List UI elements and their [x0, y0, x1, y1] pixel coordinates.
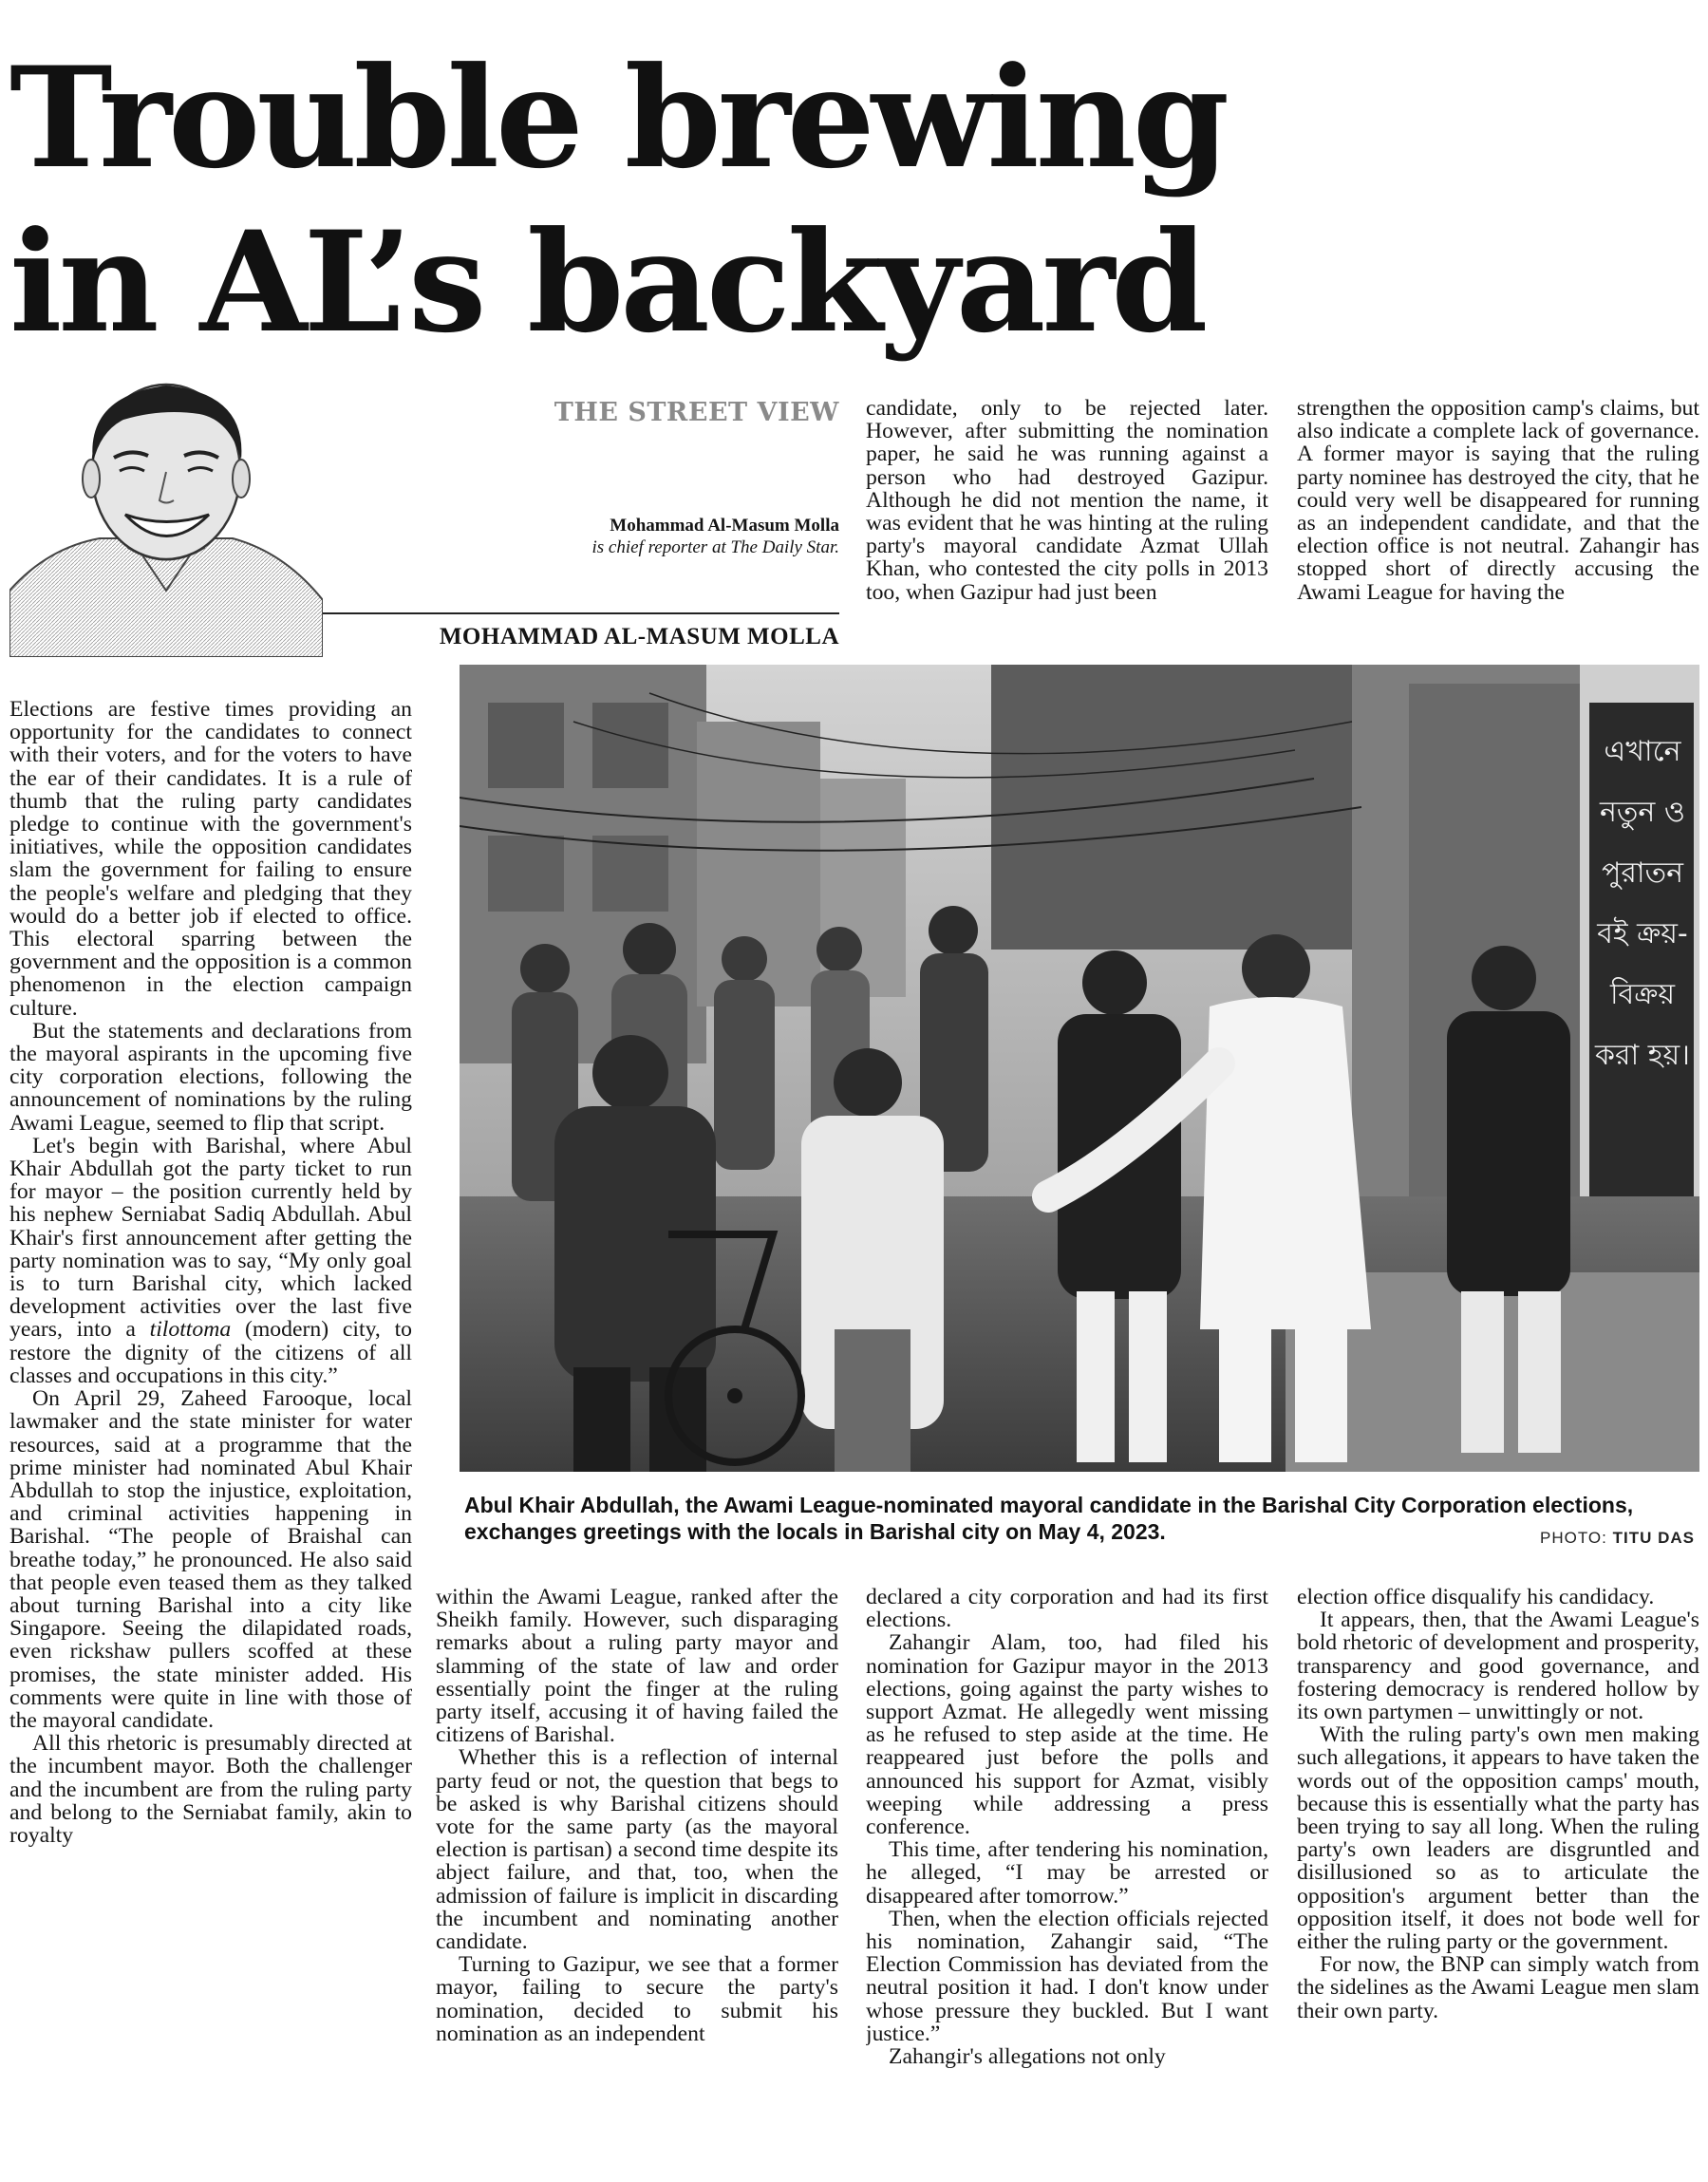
paragraph: declared a city corporation and had its first elections. — [866, 1586, 1268, 1633]
paragraph: candidate, only to be rejected later. However, after submitting the nomination paper, he said he was running against a person who had destroyed Gazipur. Although he did not mention the name, it was evident that he was hinting at the ruling party's mayoral candidate Azmat Ullah Khan, who contested the city polls in 2013 too, when Gazipur had just been — [866, 397, 1268, 605]
article-column-2 — [436, 1586, 838, 2180]
author-name-caps: MOHAMMAD AL-MASUM MOLLA — [439, 624, 839, 649]
article-column-1 — [9, 698, 412, 2179]
news-photo — [460, 665, 1699, 1472]
paragraph: election office disqualify his candidacy. — [1297, 1586, 1655, 1609]
paragraph: Then, when the election officials rejected his nomination, Zahangir said, “The Election Commission has deviated from the neutral position it had. I don't know under whose pressure they buckled. But I want justice.” — [866, 1906, 1268, 2046]
paragraph: Elections are festive times providing an opportunity for the candidates to connect with their voters, and for the voters to have the ear of their candidates. It is a rule of thumb that the ruling party candidates pledge to continue with the government's initiatives, while the opposition candidates slam the government for failing to ensure the people's welfare and pledging that they would do a better job if elected to office. This electoral sparring between the government and the opposition is a common phenomenon in the election campaign culture. — [9, 698, 412, 1021]
paragraph-text: Let's begin with Barishal, where Abul Khair Abdullah got the party ticket to run for mayor – the position currently held by his nephew Serniabat Sadiq Abdullah. Abul Khair's first announcement after getting the party nomination was to say, “My only goal is to turn Barishal city, which lacked development activities over the last five years, into a — [9, 1133, 412, 1343]
shop-sign: এখানে নতুন ও পুরাতন বই ক্রয়-বিক্রয় করা হয়। — [1595, 735, 1690, 1072]
paragraph: Whether this is a reflection of internal party feud or not, the question that begs to be asked is why Barishal citizens should vote for the same party (as the mayoral election is partisan) a second time despite its abject failure, and that, too, when the admission of failure is implicit in discarding the incumbent and nominating another candidate. — [436, 1745, 838, 1955]
paragraph: Zahangir's allegations not only — [889, 2044, 1166, 2070]
paragraph: It appears, then, that the Awami League's bold rhetoric of development and prosperity, transparency and good governance, and fostering democracy is rendered hollow by its own partymen – unwittingly or not. — [1297, 1608, 1699, 1725]
author-name: Mohammad Al-Masum Molla — [610, 516, 839, 536]
author-portrait — [9, 372, 323, 657]
headline: Trouble brewing in AL’s backyard — [9, 37, 1227, 364]
paragraph: within the Awami League, ranked after the Sheikh family. However, such disparaging remarks about a ruling party mayor and slamming of the state of law and order essentially point the finger at the ruling party itself, accusing it of having failed the citizens of Barishal. — [436, 1586, 838, 1748]
paragraph-text: (modern) city, to restore the dignity of the citizens of all classes and occupations in this city.” — [9, 1317, 412, 1388]
author-role: is chief reporter at The Daily Star. — [591, 537, 839, 557]
article-column-4-bottom — [1297, 1586, 1699, 2180]
paragraph: For now, the BNP can simply watch from the sidelines as the Awami League men slam their own party. — [1297, 1952, 1699, 2023]
article-column-3-bottom — [866, 1586, 1268, 2180]
paragraph: With the ruling party's own men making such allegations, it appears to have taken the words out of the opposition camps' mouth, because this is essentially what the party has been trying to say all long. When the ruling party's own leaders are disgruntled and disillusioned so as to articulate the opposition's argument better than the opposition itself, it does not bode well for either the ruling party or the government. — [1297, 1722, 1699, 1955]
column-label: THE STREET VIEW — [554, 398, 839, 427]
italic-term: tilottoma — [149, 1317, 232, 1343]
byline-rule — [323, 612, 839, 614]
article-column-3-top — [866, 397, 1268, 659]
article-column-4-top — [1297, 397, 1699, 659]
paragraph: Zahangir Alam, too, had filed his nomination for Gazipur mayor in the 2013 elections, going against the party wishes to support Azmat. He allegedly went missing as he refused to step aside at the time. He reappeared just before the polls and announced his support for Azmat, visibly weeping while addressing a press conference. — [866, 1630, 1268, 1840]
paragraph — [9, 1135, 412, 1387]
photographer-name: TITU DAS — [1612, 1529, 1695, 1547]
photo-credit — [1540, 1529, 1695, 1548]
photo-credit-label: PHOTO: — [1540, 1529, 1607, 1547]
photo-caption: Abul Khair Abdullah, the Awami League-nominated mayoral candidate in the Barishal City Corporation elections, exchanges greetings with the locals in Barishal city on May 4, 2023. — [464, 1493, 1634, 1544]
paragraph: But the statements and declarations from the mayoral aspirants in the upcoming five city corporation elections, following the announcement of nominations by the ruling Awami League, seemed to flip that script. — [9, 1018, 412, 1136]
paragraph: Turning to Gazipur, we see that a former mayor, failing to secure the party's nomination, decided to submit his nomination as an independent — [436, 1952, 838, 2046]
paragraph: On April 29, Zaheed Farooque, local lawmaker and the state minister for water resources, said at a programme that the prime minister had nominated Abul Khair Abdullah to stop the injustice, exploitation, and criminal activities happening in Barishal. “The people of Braishal can breathe today,” he pronounced. He also said that people even teased them as they talked about turning Barishal into a city like Singapore. Seeing the dilapidated roads, even rickshaw pullers scoffed at these promises, the state minister added. His comments were quite in line with those of the mayoral candidate. — [9, 1386, 412, 1733]
paragraph: strengthen the opposition camp's claims, but also indicate a complete lack of governance. A former mayor is saying that the ruling party nominee has destroyed the city, that he could very well be disappeared for running as an independent candidate, and that the election office is not neutral. Zahangir has stopped short of directly accusing the Awami League for having the — [1297, 397, 1699, 605]
paragraph: This time, after tendering his nomination, he alleged, “I may be arrested or disappeared after tomorrow.” — [866, 1837, 1268, 1909]
paragraph: All this rhetoric is presumably directed at the incumbent mayor. Both the challenger and the incumbent are from the ruling party and belong to the Serniabat family, akin to royalty — [9, 1731, 412, 1848]
